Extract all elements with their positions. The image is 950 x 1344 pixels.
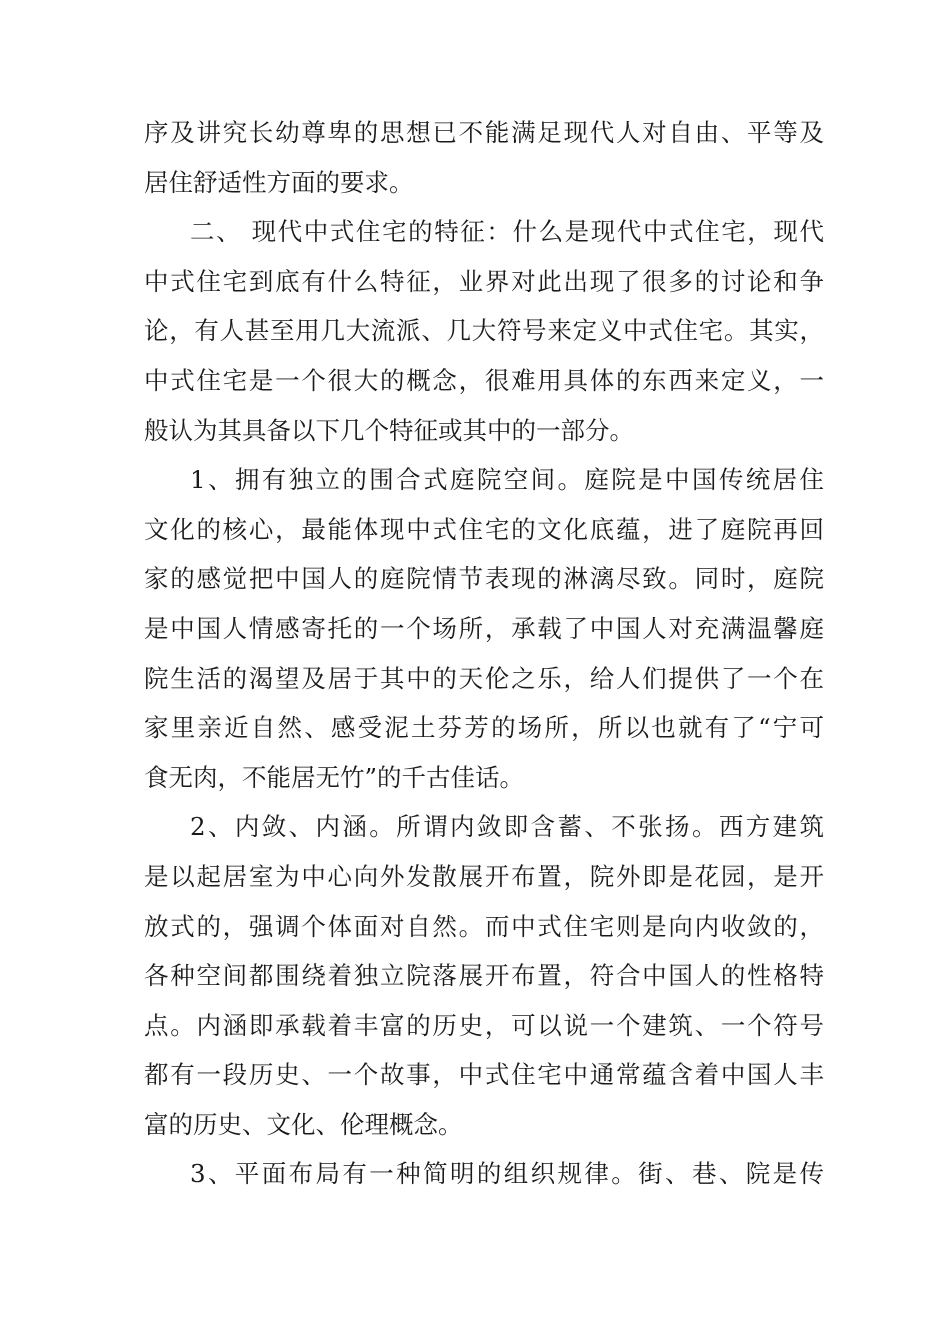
text-line: 各种空间都围绕着独立院落展开布置，符合中国人的性格特 — [144, 961, 824, 991]
text-line: 中式住宅到底有什么特征，业界对此出现了很多的讨论和争 — [144, 266, 824, 296]
text-line: 富的历史、文化、伦理概念。 — [144, 1109, 463, 1139]
text-line: 般认为其具备以下几个特征或其中的一部分。 — [144, 415, 634, 445]
body-text — [144, 108, 824, 1199]
text-line: 家的感觉把中国人的庭院情节表现的淋漓尽致。同时，庭院 — [144, 564, 824, 594]
text-line: 中式住宅是一个很大的概念，很难用具体的东西来定义，一 — [144, 365, 824, 395]
text-line: 是中国人情感寄托的一个场所，承载了中国人对充满温馨庭 — [144, 613, 824, 643]
section-heading-line: 二、 现代中式住宅的特征：什么是现代中式住宅，现代 — [190, 217, 824, 247]
list-item-1-line: 1、拥有独立的围合式庭院空间。庭院是中国传统居住 — [190, 465, 824, 495]
text-line: 是以起居室为中心向外发散展开布置，院外即是花园，是开 — [144, 861, 824, 891]
text-line: 家里亲近自然、感受泥土芬芳的场所，所以也就有了“宁可 — [144, 713, 824, 743]
text-line: 文化的核心，最能体现中式住宅的文化底蕴，进了庭院再回 — [144, 514, 824, 544]
text-line: 居住舒适性方面的要求。 — [144, 167, 414, 197]
list-item-3-line: 3、平面布局有一种简明的组织规律。街、巷、院是传 — [190, 1159, 824, 1189]
text-line: 点。内涵即承载着丰富的历史，可以说一个建筑、一个符号 — [144, 1010, 824, 1040]
list-item-2-line: 2、内敛、内涵。所谓内敛即含蓄、不张扬。西方建筑 — [190, 812, 824, 842]
text-line: 放式的，强调个体面对自然。而中式住宅则是向内收敛的， — [144, 911, 824, 941]
text-line: 序及讲究长幼尊卑的思想已不能满足现代人对自由、平等及 — [144, 118, 824, 147]
text-line: 论，有人甚至用几大流派、几大符号来定义中式住宅。其实， — [144, 316, 824, 346]
text-line: 院生活的渴望及居于其中的天伦之乐，给人们提供了一个在 — [144, 663, 824, 693]
text-line: 都有一段历史、一个故事，中式住宅中通常蕴含着中国人丰 — [144, 1060, 824, 1090]
text-line: 食无肉，不能居无竹”的千古佳话。 — [144, 762, 525, 792]
